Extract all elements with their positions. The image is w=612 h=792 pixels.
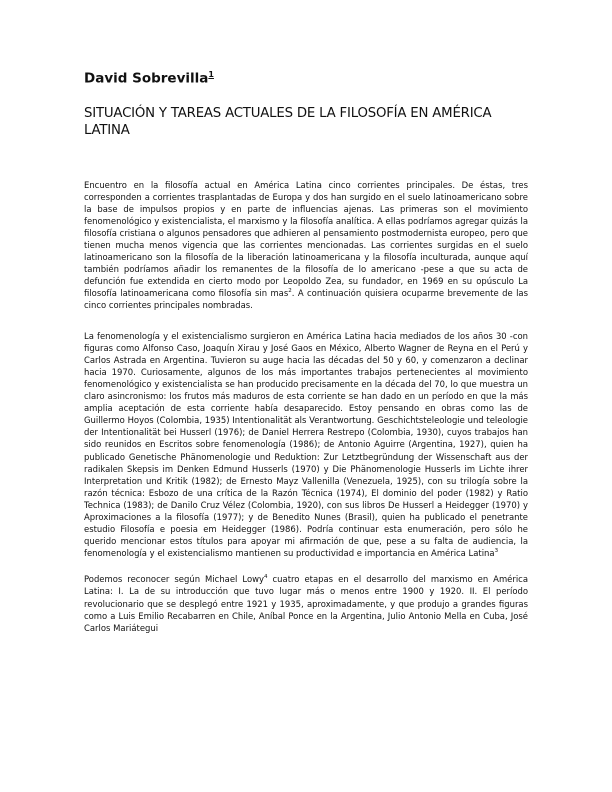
footnote-ref[interactable]: 4 bbox=[264, 574, 268, 581]
paragraph-text-continued: . A continuación quisiera ocuparme brevemente de las cinco corrientes principales nombradas. bbox=[84, 288, 528, 311]
body-paragraph bbox=[84, 573, 528, 633]
footnote-ref[interactable]: 2 bbox=[288, 288, 292, 295]
author-heading bbox=[84, 70, 528, 87]
paragraph-text-continued: cuatro etapas en el desarrollo del marxismo en América Latina: I. La de su introducción que tuvo lugar más o menos entre 1900 y 1920. II. El período revolucionario que se desplegó entre 1921 y 1935, aproximadamente, y que produjo a grandes figuras como a Luis Emilio Recabarren en Chile, Aníbal Ponce en la Argentina, Julio Antonio Mella en Cuba, José Carlos Mariátegui bbox=[84, 574, 528, 633]
body-paragraph bbox=[84, 179, 528, 312]
document-page bbox=[84, 70, 528, 634]
paragraph-text: Podemos reconocer según Michael Lowy bbox=[84, 574, 265, 585]
author-name: David Sobrevilla bbox=[84, 70, 209, 87]
paragraph-text: La fenomenología y el existencialismo surgieron en América Latina hacia mediados de los años 30 -con figuras como Alfonso Caso, Joaquín Xirau y José Gaos en México, Alberto Wagner de Reyna en el Perú y Carlos Astrada en Argentina. Tuvieron su auge hacia las décadas del 50 y 60, y comenzaron a declinar hacia 1970. Curiosamente, algunos de los más importantes trabajos pertenecientes al movimiento fenomenológico y existencialista se han producido precisamente en la década del 70, lo que muestra un claro asincronismo: los frutos más maduros de esta corriente se han dado en un período en que la más amplia aceptación de esta corriente había desaparecido. Estoy pensando en obras como las de Guillermo Hoyos (Colombia, 1935) Intentionalität als Verantwortung. Geschichtsteleologie und teleologie der Intentionalität bei Husserl (1976); de Daniel Herrera Restrepo (Colombia, 1930), cuyos trabajos han sido reunidos en Escritos sobre fenomenología (1986); de Antonio Aguirre (Argentina, 1927), quien ha publicado Genetische Phänomenologie und Reduktion: Zur Letztbegründung der Wissenschaft aus der radikalen Skepsis im Denken Edmund Husserls (1970) y Die Phänomenologie Husserls im Lichte ihrer Interpretation und Kritik (1982); de Ernesto Mayz Vallenilla (Venezuela, 1925), con su trilogía sobre la razón técnica: Esbozo de una crítica de la Razón Técnica (1974), El dominio del poder (1982) y Ratio Technica (1983); de Danilo Cruz Vélez (Colombia, 1920), con sus libros De Husserl a Heidegger (1970) y Aproximaciones a la filosofía (1977); y de Benedito Nunes (Brasil), quien ha publicado el penetrante estudio Filosofía e poesia em Heidegger (1986). Podría continuar esta enumeración, pero sólo he querido mencionar estos títulos para apoyar mi afirmación de que, pese a su falta de audiencia, la fenomenología y el existencialismo mantienen su productividad e importancia en América Latina bbox=[84, 330, 528, 559]
paragraph-text: Encuentro en la filosofía actual en América Latina cinco corrientes principales. De éstas, tres corresponden a corrientes trasplantadas de Europa y dos han surgido en el suelo latinoamericano sobre la base de impulsos propios y en parte de influencias ajenas. Las primeras son el movimiento fenomenológico y existencialista, el marxismo y la filosofía analítica. A ellas podríamos agregar quizás la filosofía cristiana o algunos pensadores que adhieren al pensamiento postmodernista europeo, pero que tienen mucha menos vigencia que las corrientes mencionadas. Las corrientes surgidas en el suelo latinoamericano son la filosofía de la liberación latinoamericana y la filosofía inculturada, aunque aquí también podríamos añadir los remanentes de la filosofía de lo americano -pese a que su acta de defunción fue extendida en cierto modo por Leopoldo Zea, su fundador, en 1969 en su opúsculo La filosofía latinoamericana como filosofía sin mas bbox=[84, 179, 528, 299]
author-footnote-ref[interactable]: 1 bbox=[208, 70, 214, 79]
paper-title: SITUACIÓN Y TAREAS ACTUALES DE LA FILOSOFÍA EN AMÉRICA LATINA bbox=[84, 105, 492, 138]
footnote-ref[interactable]: 3 bbox=[494, 548, 499, 555]
body-paragraph bbox=[84, 330, 528, 560]
